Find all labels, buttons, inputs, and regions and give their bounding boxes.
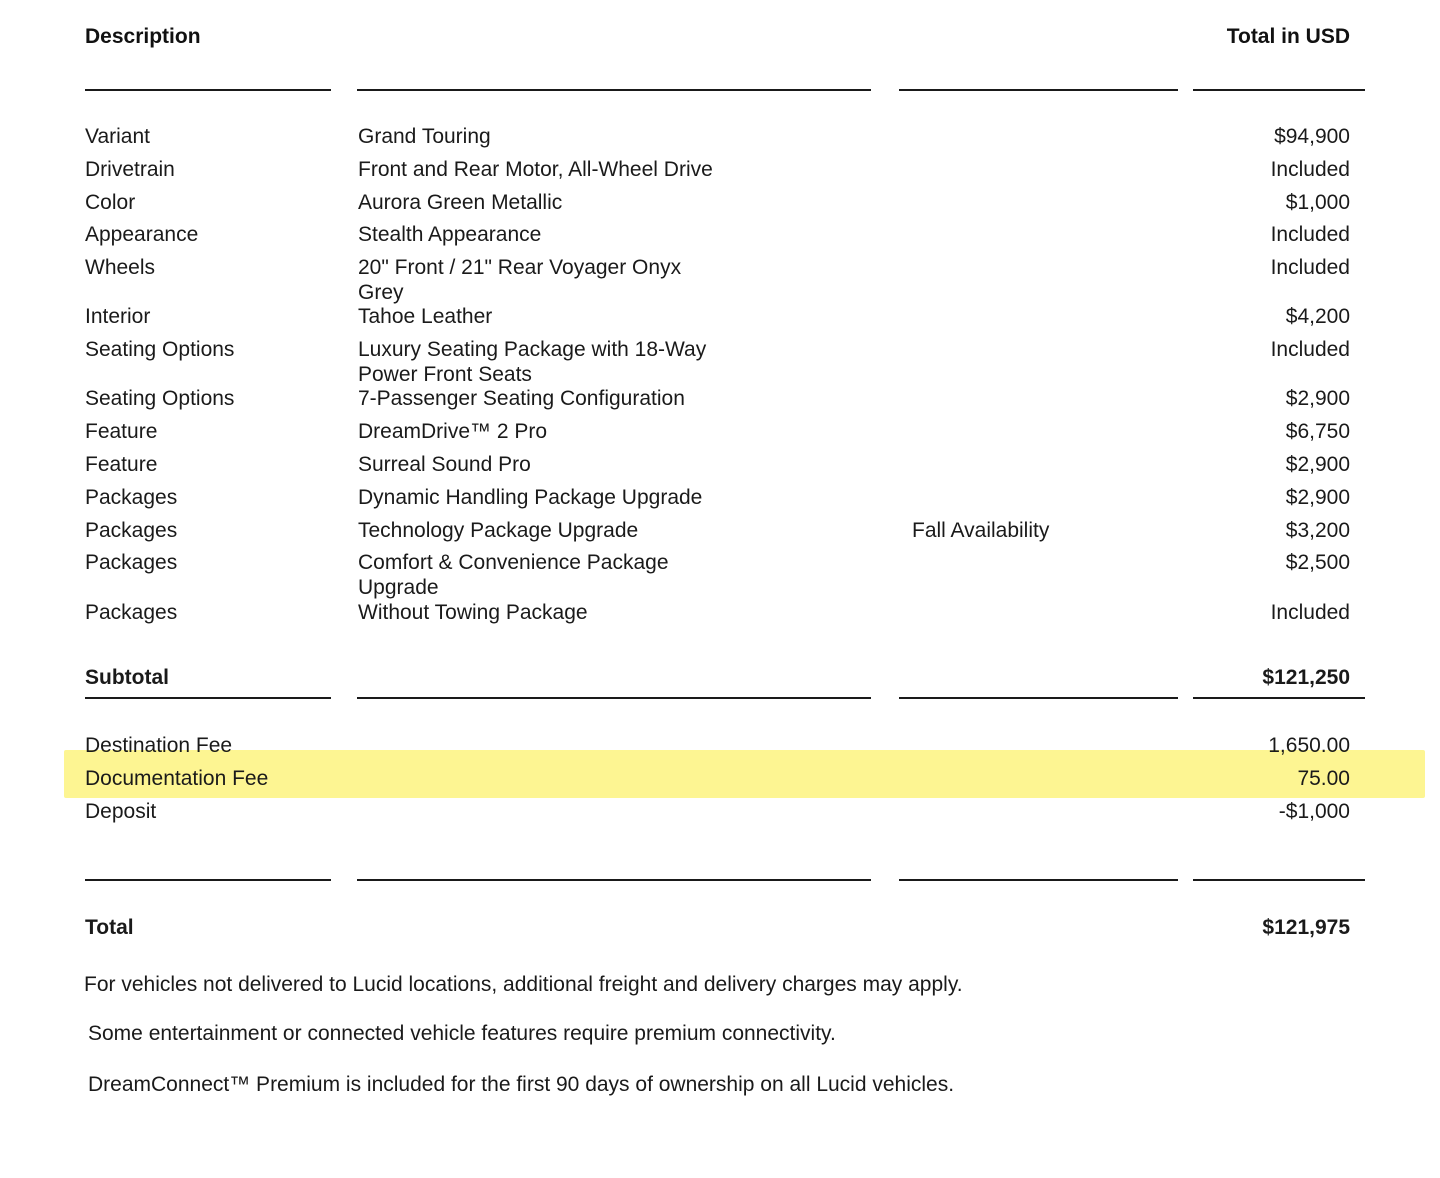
item-label: Feature <box>85 420 158 443</box>
fee-label: Deposit <box>85 800 157 823</box>
item-label: Packages <box>85 551 178 574</box>
item-amount: $2,900 <box>1285 387 1350 410</box>
item-amount: Included <box>1270 223 1350 246</box>
item-detail: Without Towing Package <box>358 601 588 624</box>
item-detail: Luxury Seating Package with 18-Way Power Front Seats <box>358 338 707 386</box>
item-detail: Dynamic Handling Package Upgrade <box>358 486 703 509</box>
item-label: Color <box>85 191 136 214</box>
item-detail: Stealth Appearance <box>358 223 542 246</box>
item-label: Packages <box>85 601 178 624</box>
item-amount: Included <box>1270 158 1350 181</box>
item-detail: Surreal Sound Pro <box>358 453 531 476</box>
subtotal-rule-4 <box>1193 697 1365 699</box>
item-label: Variant <box>85 125 150 148</box>
item-amount: Included <box>1270 601 1350 624</box>
item-detail: 20" Front / 21" Rear Voyager Onyx Grey <box>358 256 682 304</box>
dreamconnect-note: DreamConnect™ Premium is included for the first 90 days of ownership on all Lucid vehicles. <box>88 1073 955 1096</box>
item-label: Seating Options <box>85 387 235 410</box>
subtotal-rule-3 <box>899 697 1178 699</box>
item-detail: Front and Rear Motor, All-Wheel Drive <box>358 158 713 181</box>
item-label: Appearance <box>85 223 199 246</box>
item-amount: $2,900 <box>1285 486 1350 509</box>
total-header: Total in USD <box>1226 25 1350 48</box>
delivery-note: For vehicles not delivered to Lucid locations, additional freight and delivery charges may apply. <box>84 973 963 996</box>
item-amount: $1,000 <box>1285 191 1350 214</box>
header-rule-4 <box>1193 89 1365 91</box>
fee-amount: 75.00 <box>1297 767 1350 790</box>
total-rule-4 <box>1193 879 1365 881</box>
total-label: Total <box>85 916 134 939</box>
total-rule-1 <box>85 879 331 881</box>
item-label: Interior <box>85 305 151 328</box>
total-amount: $121,975 <box>1262 916 1350 939</box>
item-amount: $6,750 <box>1285 420 1350 443</box>
fee-label: Documentation Fee <box>85 767 269 790</box>
item-amount: Included <box>1270 256 1350 279</box>
fee-amount: 1,650.00 <box>1268 734 1350 757</box>
fee-label: Destination Fee <box>85 734 233 757</box>
item-detail: DreamDrive™ 2 Pro <box>358 420 548 443</box>
item-detail: Comfort & Convenience Package Upgrade <box>358 551 669 599</box>
item-label: Drivetrain <box>85 158 175 181</box>
connectivity-note: Some entertainment or connected vehicle features require premium connectivity. <box>88 1022 836 1045</box>
item-label: Packages <box>85 519 178 542</box>
item-amount: $94,900 <box>1274 125 1350 148</box>
header-rule-3 <box>899 89 1178 91</box>
subtotal-label: Subtotal <box>85 666 169 689</box>
total-rule-2 <box>357 879 871 881</box>
item-label: Seating Options <box>85 338 235 361</box>
description-header: Description <box>85 25 201 48</box>
fee-amount: -$1,000 <box>1278 800 1350 823</box>
subtotal-rule-1 <box>85 697 331 699</box>
item-detail: Grand Touring <box>358 125 491 148</box>
item-detail: Technology Package Upgrade <box>358 519 639 542</box>
item-amount: $2,500 <box>1285 551 1350 574</box>
item-amount: $2,900 <box>1285 453 1350 476</box>
item-detail: Aurora Green Metallic <box>358 191 563 214</box>
item-label: Wheels <box>85 256 156 279</box>
subtotal-rule-2 <box>357 697 871 699</box>
item-amount: $3,200 <box>1285 519 1350 542</box>
total-rule-3 <box>899 879 1178 881</box>
item-label: Packages <box>85 486 178 509</box>
item-detail: 7-Passenger Seating Configuration <box>358 387 685 410</box>
item-amount: $4,200 <box>1285 305 1350 328</box>
item-detail: Tahoe Leather <box>358 305 493 328</box>
item-amount: Included <box>1270 338 1350 361</box>
item-label: Feature <box>85 453 158 476</box>
availability-note: Fall Availability <box>912 519 1050 542</box>
header-rule-1 <box>85 89 331 91</box>
header-rule-2 <box>357 89 871 91</box>
subtotal-amount: $121,250 <box>1262 666 1350 689</box>
